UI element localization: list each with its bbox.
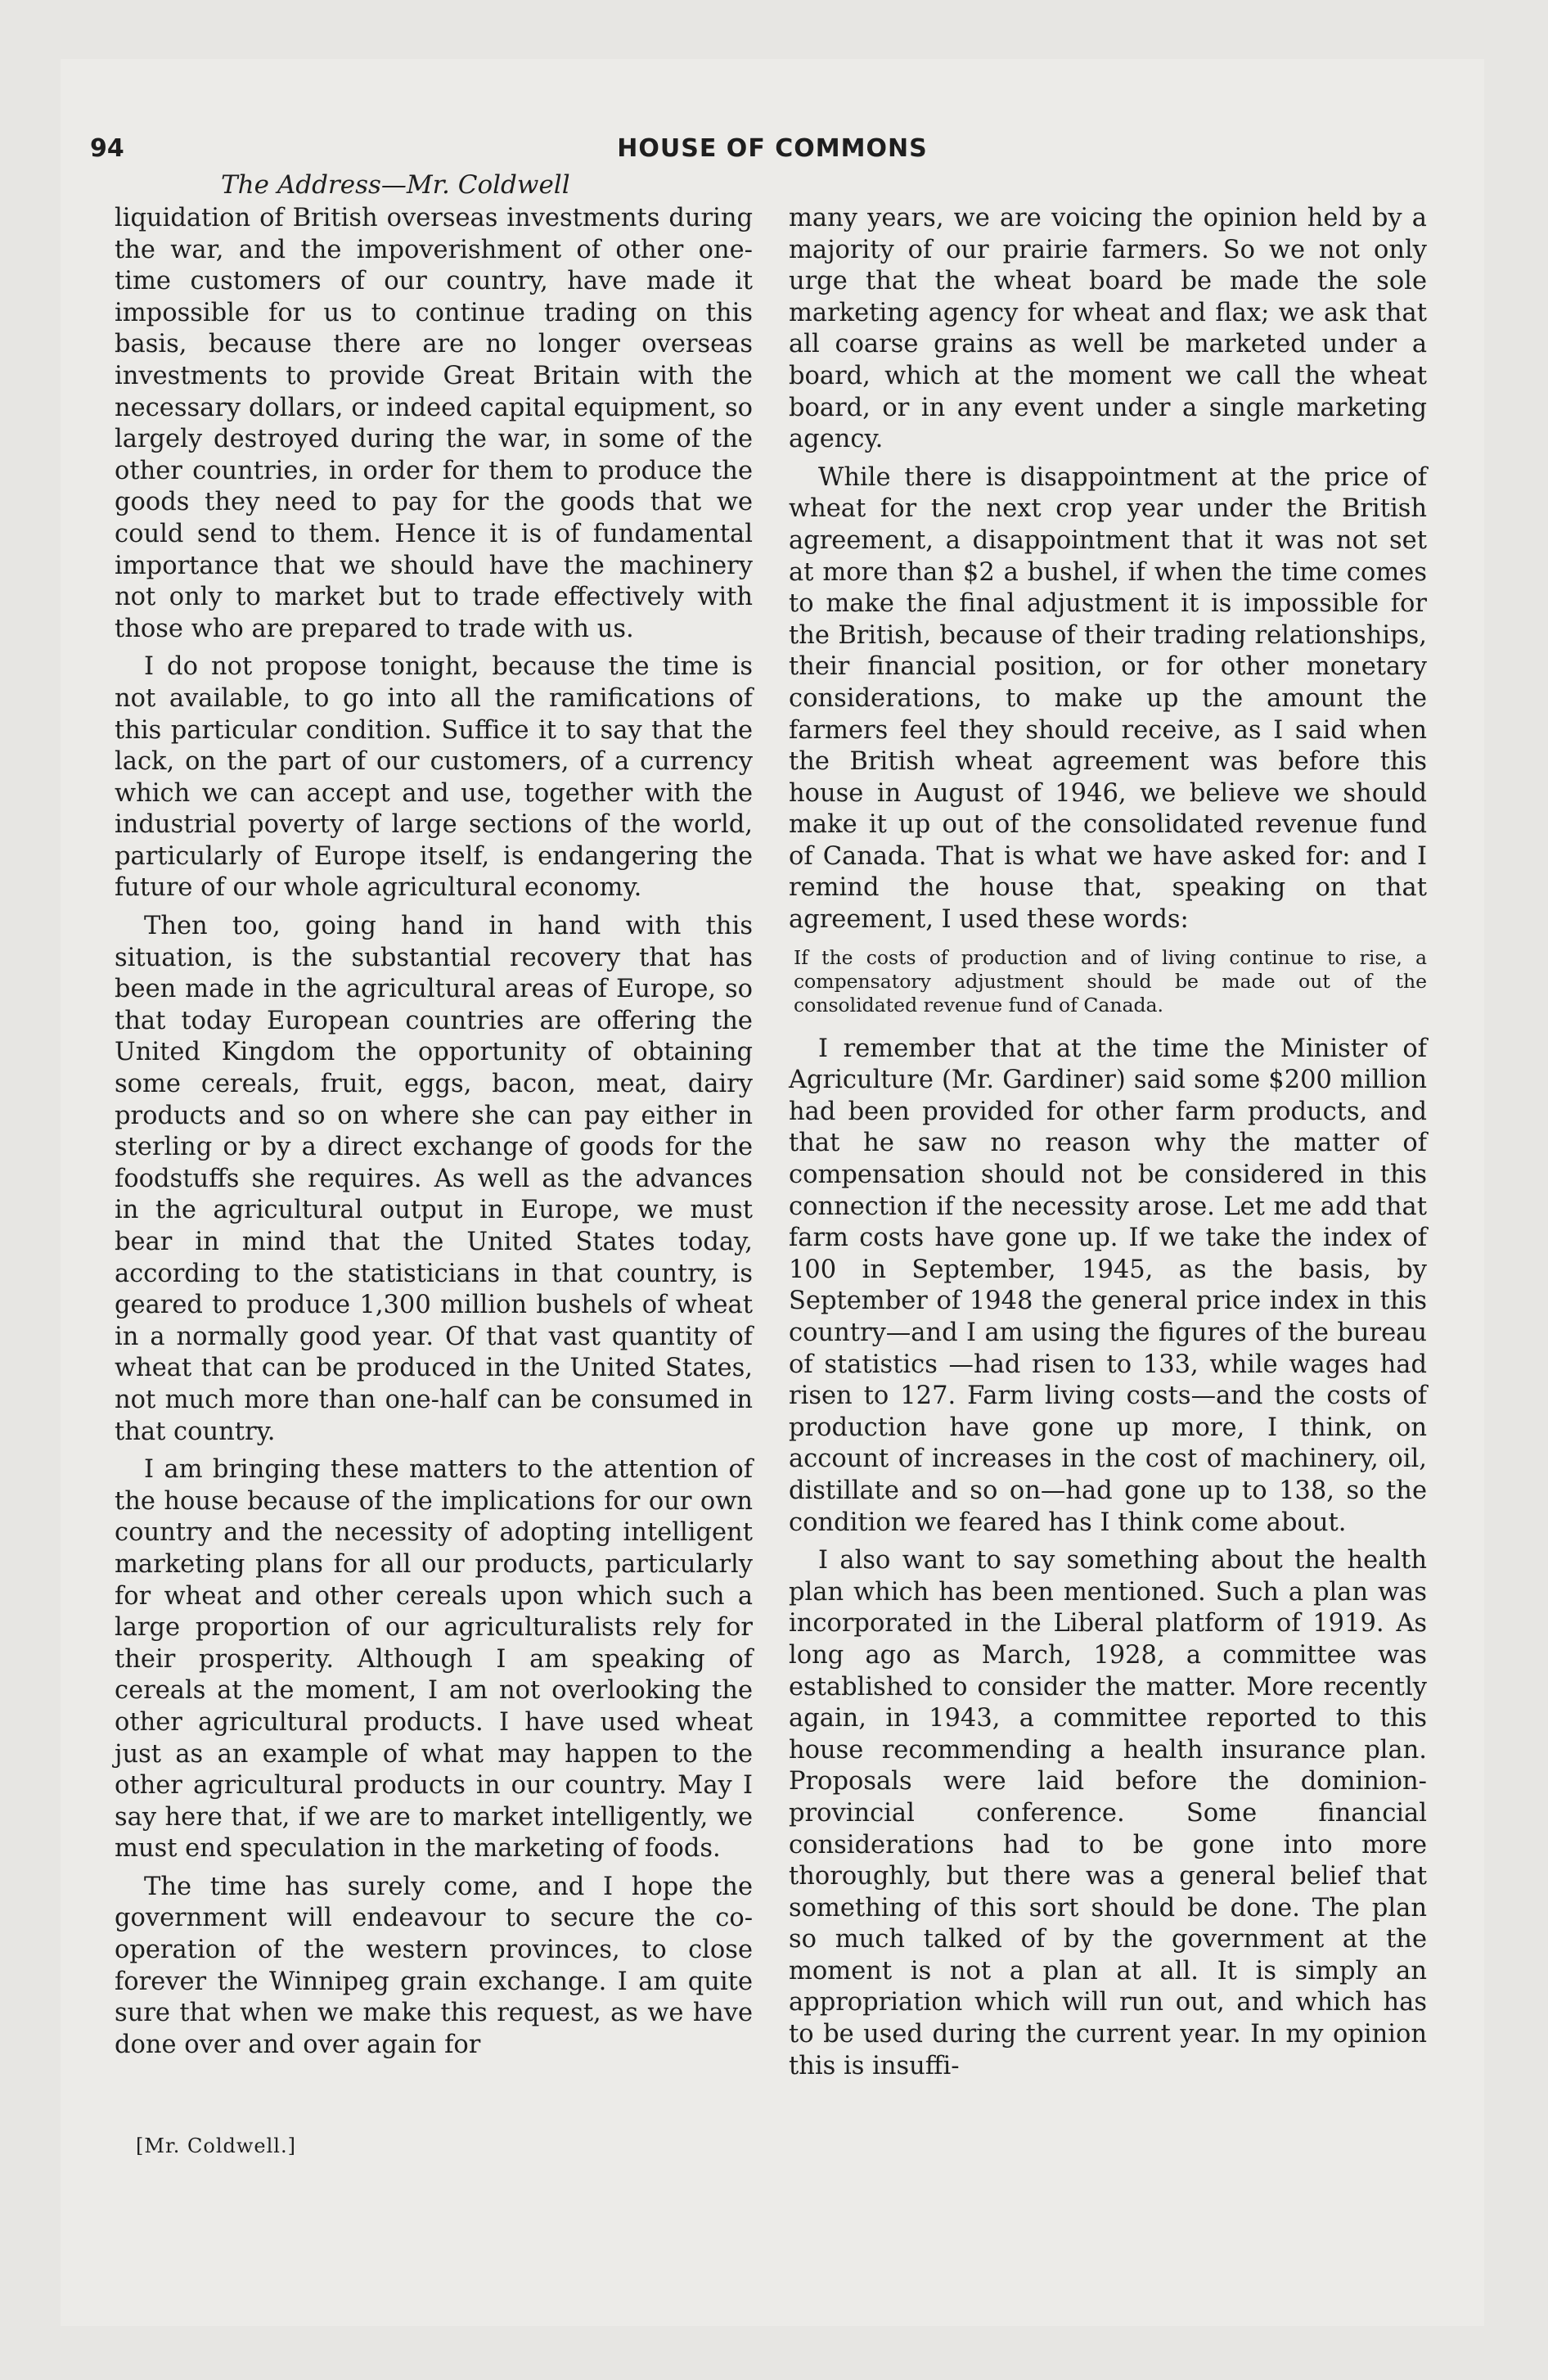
running-head: The Address—Mr. Coldwell [221,170,570,200]
paragraph: many years, we are voicing the opinion held by a majority of our prairie farmers. So we not only urge that the wheat board be made the sole marketing agency for wheat and flax; we ask that all coarse grains as well be marketed under a board, which at the moment we call the wheat board, or in any event under a single marketing agency. [789,204,1427,454]
paragraph: The time has surely come, and I hope the government will endeavour to secure the cooperation of the western provinces, to close forever the Winnipeg grain exchange. I am quite sure that when we make this request, as we have done over and over again for [115,1872,753,2059]
document-page [61,59,1484,2326]
paragraph: I am bringing these matters to the attention of the house because of the implications for our own country and the necessity of adopting intelligent marketing plans for all our products, particularly for wheat and other cereals upon which such a large proportion of our agriculturalists rely for their prosperity. Although I am speaking of cereals at the moment, I am not overlooking the other agricultural products. I have used wheat just as an example of what may happen to the other agricultural products in our country. May I say here that, if we are to market intelligently, we must end speculation in the marketing of foods. [115,1455,753,1864]
speaker-signature: [Mr. Coldwell.] [136,2134,296,2157]
page-header [61,134,1484,175]
block-quote: If the costs of production and of living continue to rise, a compensatory adjustment should be made out of the consolidated revenue fund of Canada. [794,945,1427,1016]
paragraph: I also want to say something about the health plan which has been mentioned. Such a plan was incorporated in the Liberal platform of 1919. As long ago as March, 1928, a committee was established to consider the matter. More recently again, in 1943, a committee reported to this house recommending a health insurance plan. Proposals were laid before the dominion-provincial conference. Some financial considerations had to be gone into more thoroughly, but there was a general belief that something of this sort should be done. The plan so much talked of by the government at the moment is not a plan at all. It is simply an appropriation which will run out, and which has to be used during the current year. In my opinion this is insuffi- [789,1546,1427,2080]
paragraph: While there is disappointment at the price of wheat for the next crop year under the British agreement, a disappointment that it was not set at more than $2 a bushel, if when the time comes to make the final adjustment it is impossible for the British, because of their trading relationships, their financial position, or for other monetary considerations, to make up the amount the farmers feel they should receive, as I said when the British wheat agreement was before this house in August of 1946, we believe we should make it up out of the consolidated revenue fund of Canada. That is what we have asked for: and I remind the house that, speaking on that agreement, I used these words: [789,462,1427,935]
paragraph: Then too, going hand in hand with this situation, is the substantial recovery that has been made in the agricultural areas of Europe, so that today European countries are offering the United Kingdom the opportunity of obtaining some cereals, fruit, eggs, bacon, meat, dairy products and so on where she can pay either in sterling or by a direct exchange of goods for the foodstuffs she requires. As well as the advances in the agricultural output in Europe, we must bear in mind that the United States today, according to the statisticians in that country, is geared to produce 1,300 million bushels of wheat in a normally good year. Of that vast quantity of wheat that can be produced in the United States, not much more than one-half can be consumed in that country. [115,912,753,1446]
right-column [789,203,1427,2089]
page-number: 94 [90,134,124,163]
paragraph: I do not propose tonight, because the time is not available, to go into all the ramifications of this particular condition. Suffice it to say that the lack, on the part of our customers, of a currency which we can accept and use, together with the industrial poverty of large sections of the world, particularly of Europe itself, is endangering the future of our whole agricultural economy. [115,652,753,903]
paragraph: liquidation of British overseas investments during the war, and the impoverishment of other one-time customers of our country, have made it impossible for us to continue trading on this basis, because there are no longer overseas investments to provide Great Britain with the necessary dollars, or indeed capital equipment, so largely destroyed during the war, in some of the other countries, in order for them to produce the goods they need to pay for the goods that we could send to them. Hence it is of fundamental importance that we should have the machinery not only to market but to trade effectively with those who are prepared to trade with us. [115,204,753,643]
journal-title: HOUSE OF COMMONS [617,134,928,163]
paragraph: I remember that at the time the Minister of Agriculture (Mr. Gardiner) said some $200 million had been provided for other farm products, and that he saw no reason why the matter of compensation should not be considered in this connection if the necessity arose. Let me add that farm costs have gone up. If we take the index of 100 in September, 1945, as the basis, by September of 1948 the general price index in this country—and I am using the figures of the bureau of statistics —had risen to 133, while wages had risen to 127. Farm living costs—and the costs of production have gone up more, I think, on account of increases in the cost of machinery, oil, distillate and so on—had gone up to 138, so the condition we feared has I think come about. [789,1034,1427,1537]
left-column [115,203,753,2067]
